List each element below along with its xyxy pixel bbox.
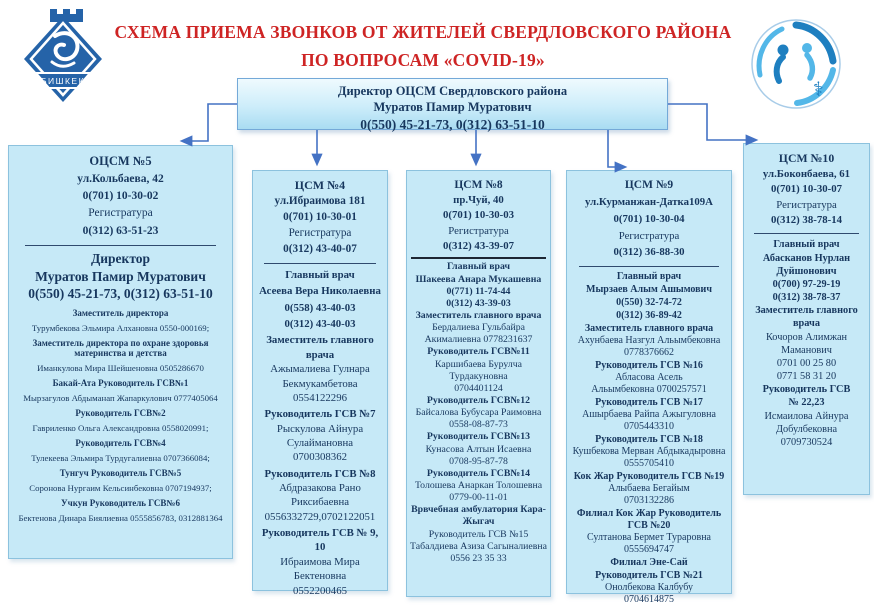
center-box-csm10 bbox=[743, 143, 870, 495]
center-entry: 0779-00-11-01 bbox=[449, 492, 508, 504]
center-entry: Абдразакова Рано Риксибаевна bbox=[279, 482, 361, 509]
center-box-csm9 bbox=[566, 170, 732, 606]
separator-line bbox=[754, 233, 859, 234]
center-box-csm8 bbox=[406, 170, 551, 597]
center-entry: 0(312) 43-39-03 bbox=[446, 297, 511, 309]
center-entry: Мырзаев Алым Ашымович bbox=[586, 284, 712, 296]
center-entry: 0(701) 10-30-03 bbox=[442, 209, 515, 222]
center-entry: Табалдиева Азиза Сагыналиевна bbox=[410, 540, 547, 552]
center-entry: ЦСМ №4 bbox=[294, 178, 346, 192]
director-phones: 0(550) 45-21-73, 0(312) 63-51-10 bbox=[360, 116, 545, 132]
center-entry: 0(312) 36-88-30 bbox=[613, 246, 685, 259]
center-entry: 0(550) 45-21-73, 0(312) 63-51-10 bbox=[28, 286, 213, 302]
center-entry: Руководитель ГСВ№13 bbox=[426, 431, 531, 443]
bishkek-emblem-icon bbox=[16, 6, 110, 110]
center-entry: 0700308362 bbox=[293, 451, 347, 464]
center-entry: Филиал Кок Жар Руководитель ГСВ №20 bbox=[576, 508, 722, 532]
center-entry: ЦСМ №8 bbox=[454, 179, 503, 191]
center-entry: Главный врач bbox=[447, 261, 510, 273]
director-name: Муратов Памир Муратович bbox=[373, 100, 532, 115]
center-entry: 0556332729,0702122051 bbox=[264, 510, 376, 523]
center-entry: 0(771) 11-74-44 bbox=[446, 285, 511, 297]
figure-body-right-icon bbox=[807, 55, 812, 78]
center-entry: ЦСМ №10 bbox=[778, 151, 835, 165]
center-entry: Врвчебная амбулатория Кара-Жыгач bbox=[411, 504, 546, 528]
center-entry: Регистратура bbox=[448, 224, 509, 237]
center-entry: Руководитель ГСВ №18 bbox=[595, 434, 703, 446]
center-entry: Шакеева Анара Мукашевна bbox=[415, 273, 542, 285]
center-entry: Руководитель ГСВ №15 bbox=[428, 528, 529, 540]
center-entry: Мырзагулов Абдыманап Жапаркулович 0777405064 bbox=[23, 393, 218, 404]
center-entry: Заместитель директора по охране здоровья материнства и детства bbox=[32, 338, 209, 359]
center-entry: 0703132286 bbox=[624, 495, 674, 507]
center-box-ocsm5 bbox=[8, 145, 233, 559]
center-entry: 0552200465 bbox=[293, 584, 347, 597]
center-entry: 0(312) 63-51-23 bbox=[82, 224, 159, 237]
title-line-1: СХЕМА ПРИЕМА ЗВОНКОВ ОТ ЖИТЕЛЕЙ СВЕРДЛОВСКОГО РАЙОНА bbox=[114, 22, 732, 42]
title-line-2: ПО ВОПРОСАМ «COVID-19» bbox=[301, 50, 545, 70]
health-org-logo bbox=[750, 18, 842, 115]
center-entry: Руководитель ГСВ №21 bbox=[595, 570, 703, 582]
center-entry: ул.Курманжан-Датка109А bbox=[585, 196, 713, 209]
center-entry: Регистратура bbox=[618, 229, 680, 242]
center-entry: 0778376662 bbox=[624, 347, 674, 359]
center-entry: ул.Ибраимова 181 bbox=[274, 195, 366, 208]
center-entry: Тунгуч Руководитель ГСВ№5 bbox=[59, 468, 182, 479]
center-entry: Муратов Памир Муратович bbox=[35, 268, 206, 284]
center-entry: 0708-95-87-78 bbox=[449, 455, 508, 467]
center-entry: 0704614875 bbox=[624, 594, 674, 606]
center-entry: Кок Жар Руководитель ГСВ №19 bbox=[573, 471, 725, 483]
center-entry: Руководитель ГСВ №16 bbox=[595, 360, 703, 372]
center-entry: Гавриленко Ольга Александровна 0558020991; bbox=[32, 423, 209, 434]
center-entry: Абласова Асель bbox=[615, 372, 683, 384]
center-entry: Кочоров Алимжан Маманович bbox=[765, 331, 848, 356]
center-entry: Заместитель главного врача bbox=[755, 305, 858, 330]
center-entry: Руководитель ГСВ № 9, 10 bbox=[261, 527, 379, 554]
center-entry: Байсалова Бубусара Раимовна bbox=[415, 407, 542, 419]
center-entry: Ибраимова Мира Бектеновна bbox=[280, 555, 360, 583]
center-entry: ул.Боконбаева, 61 bbox=[762, 168, 851, 181]
center-entry: Руководитель ГСВ№4 bbox=[75, 438, 166, 449]
logo-outer-ring bbox=[752, 20, 840, 108]
center-entry: Заместитель директора bbox=[72, 308, 169, 319]
center-entry: Директор bbox=[90, 250, 151, 266]
health-org-logo-icon bbox=[750, 18, 842, 110]
center-entry: Руководитель ГСВ №17 bbox=[595, 397, 703, 409]
center-entry: пр.Чуй, 40 bbox=[453, 194, 504, 207]
center-entry: 0(312) 43-39-07 bbox=[442, 240, 515, 253]
separator-line bbox=[25, 245, 216, 246]
center-box-csm4 bbox=[252, 170, 388, 597]
center-entry: 0709730524 bbox=[780, 436, 833, 448]
center-entry: 0555694747 bbox=[624, 544, 674, 556]
center-entry: 0705443310 bbox=[624, 421, 674, 433]
center-entry: Главный врач bbox=[285, 269, 355, 282]
center-entry: Бакай-Ата Руководитель ГСВ№1 bbox=[52, 378, 189, 389]
center-entry: Регистратура bbox=[776, 198, 837, 211]
separator-line bbox=[264, 263, 377, 264]
center-entry: Заместитель главного врача bbox=[415, 309, 542, 321]
medical-bowl-icon: ⚕ bbox=[813, 77, 824, 101]
center-entry: Руководитель ГСВ bbox=[762, 384, 851, 396]
figure-body-left-icon bbox=[777, 57, 783, 81]
center-entry: 0704401124 bbox=[454, 382, 503, 394]
center-entry: Ашырбаева Райпа Ажыгуловна bbox=[582, 409, 716, 421]
center-entry: 0554122296 bbox=[293, 391, 347, 404]
center-entry: 0558-08-87-73 bbox=[449, 419, 508, 431]
center-entry: Кушбекова Мерван Абдыкадыровна bbox=[572, 446, 726, 458]
center-entry: ул.Кольбаева, 42 bbox=[77, 172, 164, 185]
center-entry: Рыскулова Айнура Сулаймановна bbox=[276, 422, 364, 449]
center-entry: 0771 58 31 20 bbox=[776, 371, 837, 383]
center-entry: 0556 23 35 33 bbox=[450, 552, 507, 564]
center-entry: 0(701) 10-30-02 bbox=[82, 190, 159, 202]
director-role: Директор ОЦСМ Свердловского района bbox=[337, 84, 568, 98]
center-entry: Руководитель ГСВ №7 bbox=[264, 408, 376, 421]
center-entry: Онолбекова Калбубу bbox=[604, 582, 694, 594]
center-entry: Регистратура bbox=[88, 207, 153, 220]
center-entry: Руководитель ГСВ№12 bbox=[426, 394, 531, 406]
center-entry: Турумбекова Эльмира Алхановна 0550-000169; bbox=[31, 323, 210, 334]
center-entry: 0701 00 25 80 bbox=[776, 357, 837, 369]
separator-line bbox=[411, 257, 547, 259]
center-entry: 0(701) 10-30-01 bbox=[283, 211, 357, 224]
center-entry: Султанова Бермет Тураровна bbox=[586, 532, 711, 544]
center-entry: Иманкулова Мира Шейшеновна 0505286670 bbox=[37, 363, 204, 374]
bishkek-label: БИШКЕК bbox=[40, 76, 86, 86]
connector-to-ocsm5 bbox=[182, 104, 237, 141]
center-entry: Руководитель ГСВ №8 bbox=[264, 467, 376, 480]
director-box bbox=[237, 78, 668, 130]
center-entry: 0555705410 bbox=[624, 458, 674, 470]
connector-to-csm10 bbox=[668, 104, 756, 140]
center-entry: Руководитель ГСВ№11 bbox=[427, 346, 530, 358]
center-entry: 0(312) 38-78-37 bbox=[772, 292, 841, 304]
center-entry: Исмаилова Айнура Добулбековна bbox=[764, 410, 849, 435]
center-entry: Кунасова Алтын Исаевна bbox=[425, 443, 532, 455]
center-entry: ЦСМ №9 bbox=[624, 179, 674, 191]
center-entry: Каршибаева Бурулча Турдакуновна bbox=[434, 358, 523, 382]
center-entry: Ахунбаева Назгул Альымбековна bbox=[577, 335, 721, 347]
center-entry: Руководитель ГСВ№2 bbox=[75, 408, 166, 419]
center-entry: 0(701) 10-30-07 bbox=[770, 183, 843, 196]
center-entry: Заместитель главного врача bbox=[266, 334, 374, 361]
figure-head-right-icon bbox=[802, 43, 812, 53]
figure-head-left-icon bbox=[778, 45, 789, 56]
connector-to-csm9 bbox=[608, 130, 625, 167]
center-entry: Тулекеева Эльмира Турдугалиевна 0707366084; bbox=[31, 453, 210, 464]
logo-arc-top bbox=[796, 25, 833, 61]
center-entry: 0(700) 97-29-19 bbox=[772, 278, 841, 290]
center-entry: Ажымалиева Гулнара Бекмукамбетова bbox=[270, 363, 370, 390]
center-entry: Бердалиева Гульбайра Акималиевна 0778231637 bbox=[424, 322, 533, 346]
center-entry: Заместитель главного врача bbox=[584, 323, 714, 335]
center-entry: 0(701) 10-30-04 bbox=[613, 212, 685, 225]
center-entry: 0(312) 43-40-07 bbox=[283, 243, 357, 256]
center-entry: Главный врач bbox=[773, 239, 840, 251]
page-title bbox=[98, 18, 748, 74]
center-entry: Толошева Анаркан Толошевна bbox=[414, 479, 543, 491]
center-entry: 0(550) 32-74-72 bbox=[616, 297, 682, 309]
bishkek-emblem bbox=[16, 6, 110, 115]
center-entry: 0(312) 43-40-03 bbox=[284, 318, 356, 331]
center-entry: ОЦСМ №5 bbox=[89, 154, 152, 168]
center-entry: Главный врач bbox=[616, 271, 682, 283]
center-entry: Руководитель ГСВ№14 bbox=[426, 467, 531, 479]
center-entry: Регистратура bbox=[288, 227, 352, 240]
center-entry: Бектенова Динара Биялиевна 0555856783, 0312881364 bbox=[18, 513, 223, 524]
center-entry: Алыбаева Бегайым bbox=[608, 483, 690, 495]
center-entry: 0(312) 38-78-14 bbox=[770, 214, 843, 227]
center-entry: 0(558) 43-40-03 bbox=[284, 301, 356, 314]
center-entry: Абасканов Нурлан Дуйшонович bbox=[762, 252, 851, 277]
center-entry: Асеева Вера Николаевна bbox=[259, 285, 381, 298]
center-entry: Учкун Руководитель ГСВ№6 bbox=[61, 498, 180, 509]
center-entry: 0(312) 36-89-42 bbox=[616, 310, 682, 322]
center-entry: Филиал Эне-Сай bbox=[610, 557, 688, 569]
center-entry: Альымбековна 0700257571 bbox=[591, 384, 707, 396]
center-entry: Соронова Нургаим Кельсинбековна 0707194937; bbox=[29, 483, 212, 494]
separator-line bbox=[579, 266, 718, 267]
center-entry: № 22,23 bbox=[788, 397, 825, 409]
